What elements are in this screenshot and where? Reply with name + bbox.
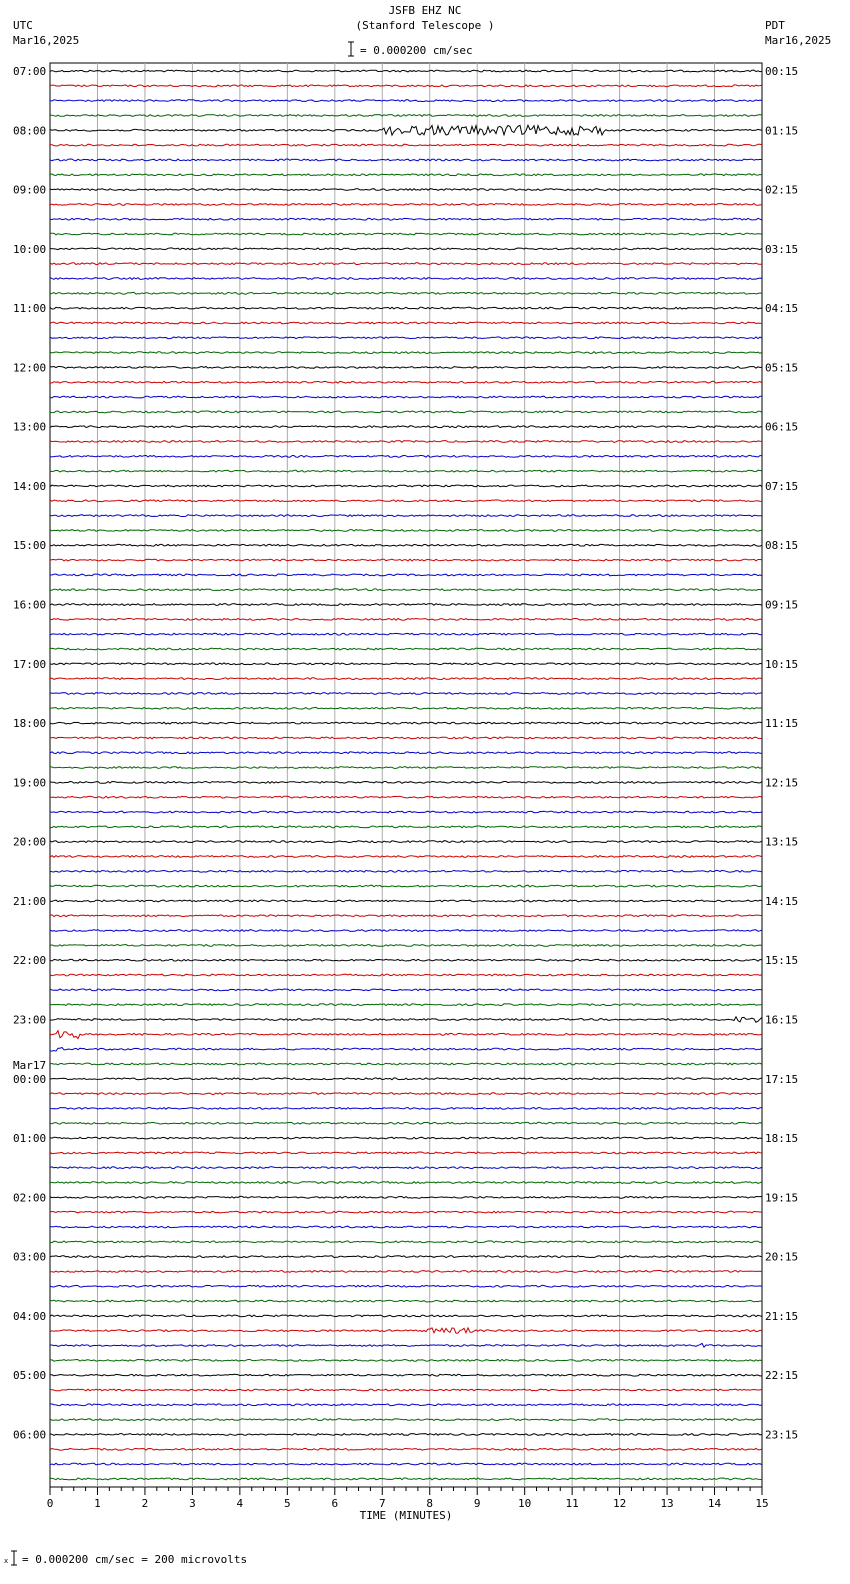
seismic-trace [50, 441, 762, 443]
seismic-trace [50, 737, 762, 739]
x-tick-label: 15 [755, 1497, 769, 1510]
x-tick-label: 8 [426, 1497, 434, 1510]
left-hour-label: 14:00 [13, 479, 47, 493]
seismic-trace [50, 870, 762, 872]
seismic-trace [50, 930, 762, 932]
right-hour-label: 03:15 [765, 242, 799, 256]
left-hour-label: 11:00 [13, 302, 47, 316]
seismic-trace [50, 174, 762, 176]
seismic-trace [50, 1343, 762, 1347]
seismic-trace [50, 841, 762, 843]
seismic-trace [50, 189, 762, 191]
x-tick-label: 4 [236, 1497, 244, 1510]
seismic-trace [50, 1004, 762, 1006]
seismic-trace [50, 411, 762, 413]
seismic-trace [50, 900, 762, 902]
right-hour-label: 10:15 [765, 657, 799, 671]
seismic-trace [50, 782, 762, 784]
seismic-trace [50, 1434, 762, 1436]
seismic-trace [50, 752, 762, 754]
seismic-trace [50, 1328, 762, 1333]
seismic-trace [50, 1167, 762, 1169]
left-hour-label: 18:00 [13, 717, 47, 731]
svg-text:x: x [4, 1557, 9, 1565]
seismic-trace [50, 1182, 762, 1184]
seismic-trace [50, 959, 762, 961]
right-hour-label: 22:15 [765, 1369, 799, 1383]
seismic-trace [50, 1211, 762, 1213]
seismic-trace [50, 1108, 762, 1110]
seismic-trace [50, 500, 762, 502]
seismic-trace [50, 1315, 762, 1317]
seismic-trace [50, 125, 762, 135]
right-hour-label: 08:15 [765, 539, 799, 553]
seismic-trace [50, 1256, 762, 1258]
left-hour-label: 15:00 [13, 539, 47, 553]
right-hour-label: 20:15 [765, 1250, 799, 1264]
left-date-change-label: Mar17 [13, 1058, 47, 1072]
seismic-trace [50, 1152, 762, 1154]
seismic-trace [50, 1300, 762, 1302]
right-hour-label: 15:15 [765, 954, 799, 968]
left-hour-label: 06:00 [13, 1428, 47, 1442]
x-tick-label: 12 [612, 1497, 627, 1510]
seismic-trace [50, 530, 762, 532]
x-tick-label: 14 [707, 1497, 722, 1510]
left-hour-label: 17:00 [13, 657, 47, 671]
seismic-trace [50, 1093, 762, 1095]
scale-legend-text: = 0.000200 cm/sec [360, 44, 473, 57]
seismic-trace [50, 278, 762, 280]
left-hour-label: 03:00 [13, 1250, 47, 1264]
x-tick-label: 11 [565, 1497, 579, 1510]
seismic-trace [50, 159, 762, 161]
seismic-trace [50, 352, 762, 354]
seismic-trace [50, 618, 762, 620]
site-subtitle: (Stanford Telescope ) [355, 19, 495, 32]
right-hour-label: 21:15 [765, 1309, 799, 1323]
seismic-trace [50, 70, 762, 72]
right-hour-label: 14:15 [765, 894, 799, 908]
seismic-trace [50, 589, 762, 591]
left-hour-label: 10:00 [13, 242, 47, 256]
x-tick-label: 10 [518, 1497, 532, 1510]
seismic-trace [50, 856, 762, 858]
left-hour-label: 08:00 [13, 124, 47, 138]
right-hour-label: 19:15 [765, 1191, 799, 1205]
seismic-trace [50, 1285, 762, 1287]
seismic-trace [50, 796, 762, 798]
seismic-trace [50, 559, 762, 561]
seismic-trace [50, 1048, 762, 1052]
seismic-trace [50, 1404, 762, 1406]
right-hour-label: 06:15 [765, 420, 799, 434]
seismic-trace [50, 218, 762, 220]
x-tick-label: 9 [473, 1497, 481, 1510]
x-tick-label: 7 [378, 1497, 386, 1510]
seismic-trace [50, 1419, 762, 1421]
seismic-trace [50, 1448, 762, 1450]
seismic-trace [50, 1063, 762, 1065]
seismic-trace [50, 915, 762, 917]
seismic-trace [50, 1374, 762, 1376]
seismic-trace [50, 1122, 762, 1124]
left-hour-label: 09:00 [13, 183, 47, 197]
x-tick-label: 5 [284, 1497, 291, 1510]
right-hour-label: 13:15 [765, 835, 799, 849]
station-title: JSFB EHZ NC [388, 4, 462, 17]
right-hour-label: 09:15 [765, 598, 799, 612]
seismic-trace [50, 663, 762, 665]
seismic-trace [50, 100, 762, 102]
seismic-trace [50, 455, 762, 457]
left-hour-label: 01:00 [13, 1132, 47, 1146]
seismic-trace [50, 574, 762, 576]
seismic-trace [50, 485, 762, 487]
seismic-trace [50, 426, 762, 428]
left-hour-label: 02:00 [13, 1191, 47, 1205]
right-hour-label: 23:15 [765, 1428, 799, 1442]
seismic-trace [50, 1078, 762, 1080]
seismic-trace [50, 1478, 762, 1480]
left-hour-label: 22:00 [13, 954, 47, 968]
plot-frame [50, 63, 762, 1487]
left-hour-label: 19:00 [13, 776, 47, 790]
right-hour-label: 04:15 [765, 302, 799, 316]
seismic-trace [50, 767, 762, 769]
seismic-trace [50, 648, 762, 650]
right-hour-label: 05:15 [765, 361, 799, 375]
right-hour-label: 12:15 [765, 776, 799, 790]
left-hour-label: 04:00 [13, 1309, 47, 1323]
seismic-trace [50, 1017, 762, 1023]
seismic-trace [50, 1137, 762, 1139]
seismic-trace [50, 144, 762, 146]
seismic-trace [50, 1271, 762, 1273]
x-tick-label: 0 [46, 1497, 54, 1510]
seismic-trace [50, 885, 762, 887]
left-hour-label: 20:00 [13, 835, 47, 849]
seismic-trace [50, 292, 762, 294]
seismic-trace [50, 707, 762, 709]
left-hour-label: 23:00 [13, 1013, 47, 1027]
seismic-trace [50, 1389, 762, 1391]
seismic-trace [50, 544, 762, 546]
seismic-trace [50, 1031, 762, 1039]
right-hour-label: 02:15 [765, 183, 799, 197]
seismic-trace [50, 604, 762, 606]
seismic-trace [50, 1241, 762, 1243]
right-hour-label: 11:15 [765, 717, 799, 731]
seismic-trace [50, 337, 762, 339]
footer-scale-text: = 0.000200 cm/sec = 200 microvolts [22, 1553, 248, 1566]
seismic-trace [50, 322, 762, 324]
left-timezone: UTC [13, 19, 33, 32]
seismic-trace [50, 515, 762, 517]
seismic-trace [50, 470, 762, 472]
seismic-trace [50, 307, 762, 309]
seismic-trace [50, 678, 762, 680]
x-axis-label: TIME (MINUTES) [359, 1509, 453, 1522]
seismic-trace [50, 811, 762, 813]
right-hour-label: 18:15 [765, 1132, 799, 1146]
right-hour-label: 01:15 [765, 124, 799, 138]
seismic-trace [50, 204, 762, 206]
seismic-trace [50, 381, 762, 383]
right-date: Mar16,2025 [765, 34, 832, 47]
left-hour-label: 07:00 [13, 65, 47, 78]
left-hour-label: 00:00 [13, 1072, 47, 1086]
right-hour-label: 00:15 [765, 65, 799, 78]
seismic-trace [50, 248, 762, 250]
seismic-trace [50, 1463, 762, 1465]
seismic-trace [50, 989, 762, 991]
x-tick-label: 3 [189, 1497, 196, 1510]
seismic-trace [50, 945, 762, 947]
seismic-trace [50, 115, 762, 117]
seismic-trace [50, 1359, 762, 1361]
right-timezone: PDT [765, 19, 785, 32]
seismic-trace [50, 826, 762, 828]
x-tick-label: 6 [331, 1497, 339, 1510]
seismic-trace [50, 1196, 762, 1198]
seismic-trace [50, 263, 762, 265]
seismic-trace [50, 396, 762, 398]
left-hour-label: 12:00 [13, 361, 47, 375]
left-hour-label: 21:00 [13, 894, 47, 908]
right-hour-label: 07:15 [765, 479, 799, 493]
left-hour-label: 13:00 [13, 420, 47, 434]
seismic-trace [50, 367, 762, 369]
left-hour-label: 05:00 [13, 1369, 47, 1383]
x-tick-label: 1 [94, 1497, 101, 1510]
right-hour-label: 16:15 [765, 1013, 799, 1027]
x-tick-label: 13 [660, 1497, 674, 1510]
seismic-trace [50, 1226, 762, 1228]
seismic-trace [50, 633, 762, 635]
left-date: Mar16,2025 [13, 34, 80, 47]
seismic-trace [50, 85, 762, 87]
x-tick-label: 2 [141, 1497, 149, 1510]
seismic-trace [50, 693, 762, 695]
seismic-trace [50, 722, 762, 724]
seismic-trace [50, 974, 762, 976]
right-hour-label: 17:15 [765, 1072, 799, 1086]
left-hour-label: 16:00 [13, 598, 47, 612]
seismic-trace [50, 233, 762, 235]
